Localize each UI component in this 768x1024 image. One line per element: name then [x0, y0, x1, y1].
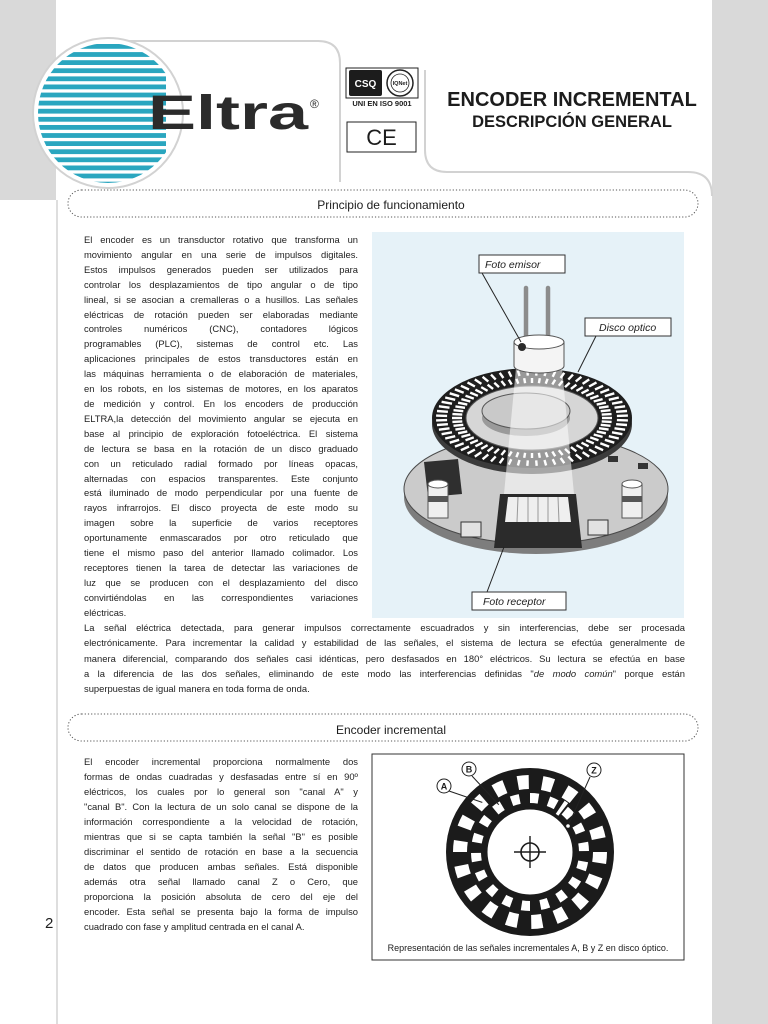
text-line: convirtiéndolas en las correspondientes variaciones	[84, 591, 358, 603]
text-line: lineal, si se asocian a cremalleras o a husillos. Las señales	[84, 293, 358, 305]
disc-slit	[615, 406, 626, 407]
logo-stripe	[30, 125, 166, 130]
text-line: en los robots, en los sistemas de motores, en los aparatos	[84, 383, 358, 395]
text-line: movimiento angular en una serie de impulsos digitales.	[84, 248, 358, 260]
text-line: ELTRA,la detección del movimiento angular se ejecuta en	[84, 412, 358, 424]
logo-wordmark: Eltra	[148, 87, 309, 140]
ce-mark: CE	[366, 125, 397, 150]
channel-label-z: Z	[591, 765, 597, 776]
text-line: mientras que si se capta también la señal "B" es posible	[84, 831, 358, 842]
callout-label-receiver: Foto receptor	[483, 596, 546, 608]
logo-stripe	[30, 141, 166, 146]
disc-slit	[602, 421, 612, 422]
text-line: de lectura se basa en la rotación de un disco graduado	[84, 442, 358, 454]
emitter-led	[518, 343, 526, 351]
section-heading-incremental: Encoder incremental	[335, 723, 447, 737]
text-line: receptores tienen la tarea de detectar las variaciones de	[84, 561, 358, 573]
text-line: programables (PLC), sistemas de control etc. Las	[84, 338, 358, 350]
coil-band-left	[428, 496, 448, 502]
text-line: aplicaciones principales de estos transductores están en	[84, 353, 358, 365]
disc-slit	[439, 406, 450, 407]
marker-a	[482, 801, 486, 805]
coil-top-left	[428, 480, 448, 488]
text-line: El encoder incremental proporciona normalmente dos	[84, 756, 358, 767]
text-line: está iluminado de modo perpendicular por una fuente de	[84, 487, 358, 499]
text-line: de datos que producen ambas señales. Está disponible	[84, 861, 358, 872]
iqnet-seal-text: IQNet	[392, 81, 408, 87]
light-beam	[504, 368, 574, 494]
text-line: "canal B". Con la lectura de un solo canal se dispone de la	[84, 801, 358, 812]
text-line: eléctricas de rotación pueden ser elaboradas mediante	[84, 308, 358, 320]
text-fragment: a la diferencia de las dos señales, eliminando de este modo las interferencias definidas "	[84, 667, 534, 679]
text-line: formas de ondas cuadradas y desfasadas entre sí en 90º	[84, 771, 358, 782]
text-line: rayos infrarrojos. El disco proyecta de este modo su	[84, 502, 358, 514]
principle-full-width-text	[84, 620, 685, 696]
text-line: base al principio de exploración fotoeléctrica. El sistema	[84, 427, 358, 439]
section-heading-principle: Principio de funcionamiento	[317, 198, 465, 212]
logo-stripe	[30, 101, 166, 106]
text-line: cuadrado con fase y amplitud centrada en el canal A.	[84, 921, 305, 932]
text-line: discriminar el sentido de rotación en base a la secuencia	[84, 846, 358, 857]
text-line: con un reticulado radial formado por líneas opacas,	[84, 457, 358, 469]
logo-stripe	[30, 85, 166, 90]
disc-slot-inner	[521, 900, 530, 911]
text-line: eléctricas.	[84, 606, 127, 618]
text-line: oportunamente enmascarados por otro reticulado que	[84, 532, 358, 544]
incremental-disc-figure	[372, 754, 684, 960]
disc-slit	[599, 428, 609, 429]
document-subtitle: DESCRIPCIÓN GENERAL	[472, 113, 672, 131]
disc-slot-inner	[530, 793, 539, 804]
disc-slit	[615, 428, 626, 429]
disc-slit	[454, 425, 464, 426]
channel-label-b: B	[465, 764, 473, 775]
logo-stripe	[30, 76, 166, 81]
text-line: superpuestas de igual manera en toda forma de onda.	[84, 683, 310, 695]
callout-label-emitter: Foto emisor	[485, 259, 541, 271]
marker-z	[566, 824, 570, 828]
marker-b	[498, 804, 502, 808]
coil-top-right	[622, 480, 642, 488]
registered-mark: ®	[310, 97, 319, 111]
text-line: manera diferencial, comparando dos señales casi idénticas, pero desfasados en 180° eléctricos. Su lectura se efectúa en base	[84, 652, 685, 664]
disc-slit	[437, 424, 448, 425]
channel-label-a: A	[440, 781, 448, 792]
trimmer-component-left	[461, 522, 481, 537]
logo-stripe	[30, 93, 166, 98]
disc-slit	[455, 406, 465, 407]
logo-stripe	[30, 109, 166, 114]
emphasis-text: de modo común	[533, 667, 613, 679]
incremental-column-text	[84, 754, 358, 934]
text-line: proporciona la posición absoluta de cero del eje del	[84, 891, 358, 902]
text-line	[84, 666, 685, 681]
disc-slit	[616, 424, 627, 425]
principle-column-text	[84, 233, 358, 621]
disc-slit	[599, 406, 609, 407]
smd-component	[608, 456, 618, 462]
text-line: encoder. Esta señal se presenta bajo la forma de impulso	[84, 906, 358, 917]
text-line: tiene el mismo paso del anterior llamado colimador. Los	[84, 547, 358, 559]
text-line: las máquinas herramienta o de elaboración de materiales,	[84, 368, 358, 380]
disc-slit	[455, 428, 465, 429]
text-line: información correspondiente a la velocidad de rotación,	[84, 816, 358, 827]
text-line: Estos impulsos generados pueden ser utilizados para	[84, 263, 358, 275]
disc-slit	[437, 411, 448, 412]
callout-label-disc: Disco optico	[599, 322, 657, 334]
disc-slit	[454, 410, 464, 411]
page-number: 2	[45, 915, 54, 932]
disc-slit	[602, 414, 612, 415]
text-line: electrónicamente. Para incrementar la calidad y estabilidad de las señales, el sistema de lectura se efectúa generalmente de	[84, 637, 685, 649]
text-line: imagen sobre la superficie de varios receptores	[84, 517, 358, 529]
text-line: luz que se producen con el desplazamiento del disco	[84, 576, 358, 588]
document-title: ENCODER INCREMENTAL	[447, 89, 697, 111]
text-line: alternadas con espacios transparentes. Este conjunto	[84, 472, 358, 484]
logo-stripe	[30, 133, 166, 138]
principle-figure	[372, 232, 684, 618]
iso-standard-label: UNI EN ISO 9001	[352, 99, 412, 108]
text-line: eléctricos, los cuales por lo general son "canal A" y	[84, 786, 358, 797]
smd-component	[638, 463, 648, 469]
disc-slit	[601, 425, 611, 426]
text-line: controles numéricos (CNC), contadores lógicos	[84, 323, 358, 335]
coil-band-right	[622, 496, 642, 502]
text-line: controlar los desplazamientos de tipo angular o de tipo	[84, 278, 358, 290]
trimmer-component-right	[588, 520, 608, 535]
disc-slit	[452, 421, 462, 422]
text-line: La señal eléctrica detectada, para generar impulsos correctamente escuadrados y sin interferencias, debe ser procesada	[84, 622, 685, 633]
figure-caption: Representación de las señales incrementales A, B y Z en disco óptico.	[387, 943, 669, 953]
logo-stripe	[30, 117, 166, 122]
right-side-strip	[712, 0, 768, 1024]
disc-slit	[616, 411, 627, 412]
text-line: además otra señal llamado canal Z o Cero, que	[84, 876, 358, 887]
text-fragment: " porque están	[612, 667, 685, 679]
text-line: El encoder es un transductor rotativo que transforma un	[84, 234, 358, 245]
disc-slit	[452, 414, 462, 415]
disc-slit	[601, 410, 611, 411]
disc-slit	[439, 428, 450, 429]
text-line: de medición y control. En los encoders de producción	[84, 397, 358, 409]
csq-logo-text: CSQ	[354, 79, 377, 90]
